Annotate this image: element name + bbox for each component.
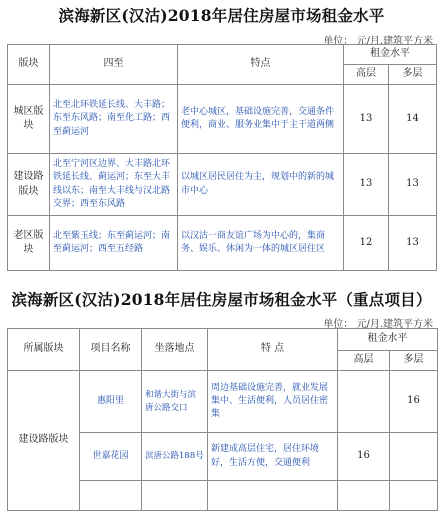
project-features: 周边基础设施完善，就业发展集中、生活便利，人员居住密集: [208, 371, 338, 433]
district-boundary: 北至宁河区边界、大丰路北环铁延长线、蓟运河；东至大丰线以东；南至大丰线与汉北路交界；西至东风路: [50, 154, 178, 216]
district-features: 以汉沽一商友谊广场为中心的，集商务、娱乐、休闲为一体的城区居住区: [178, 216, 344, 271]
rent-table-districts: [7, 44, 437, 271]
rent-table-key-projects: [7, 328, 438, 511]
table-row: [8, 85, 437, 154]
district-name: 建设路版块: [8, 154, 50, 216]
rent-multi-value: 13: [389, 154, 437, 216]
rent-high-value: 13: [344, 85, 389, 154]
project-location: 滨唐公路188号: [142, 433, 208, 481]
header-rent-level: 租金水平: [344, 45, 437, 65]
table-row: [8, 371, 438, 433]
table-row: [8, 216, 437, 271]
rent-multi-value: 13: [389, 216, 437, 271]
header-features: 特点: [178, 45, 344, 85]
header-project: 项目名称: [80, 329, 142, 371]
table1-unit: 单位： 元/月.建筑平方米: [323, 36, 433, 47]
project-location-cell: [142, 481, 208, 511]
rent-multi-value: 14: [389, 85, 437, 154]
rent-multi-value: [390, 433, 438, 481]
project-location: 和谐大街与滨唐公路交口: [142, 371, 208, 433]
header-features: 特 点: [208, 329, 338, 371]
district-features: 老中心城区，基础设施完善，交通条件便利，商业、服务业集中于主干道两侧: [178, 85, 344, 154]
header-high-rise: 高层: [338, 351, 390, 371]
table2-unit: 单位： 元/月.建筑平方米: [323, 319, 433, 330]
header-multi-storey: 多层: [389, 65, 437, 85]
header-multi-storey: 多层: [390, 351, 438, 371]
header-high-rise: 高层: [344, 65, 389, 85]
rent-high-value: [338, 371, 390, 433]
rent-high-value: 16: [338, 433, 390, 481]
district-features: 以城区居民居住为主，规划中的新的城市中心: [178, 154, 344, 216]
header-boundary: 四至: [50, 45, 178, 85]
district-name: 城区版块: [8, 85, 50, 154]
district-name: 老区版块: [8, 216, 50, 271]
header-district: 所属版块: [8, 329, 80, 371]
rent-high-value: 13: [344, 154, 389, 216]
project-features: 新建成高层住宅，居住环境好，生活方便，交通便利: [208, 433, 338, 481]
table-row: [8, 154, 437, 216]
project-name: 惠阳里: [80, 371, 142, 433]
table2-title: 滨海新区(汉沽)2018年居住房屋市场租金水平（重点项目）: [11, 290, 432, 309]
rent-high-cell: [338, 481, 390, 511]
table1-title: 滨海新区(汉沽)2018年居住房屋市场租金水平: [58, 6, 385, 25]
project-features-cell: [208, 481, 338, 511]
project-name: 世嘉花园: [80, 433, 142, 481]
project-name-cell: [80, 481, 142, 511]
header-rent-level: 租金水平: [338, 329, 438, 351]
header-location: 坐落地点: [142, 329, 208, 371]
header-district: 版块: [8, 45, 50, 85]
rent-high-value: 12: [344, 216, 389, 271]
rent-multi-value: 16: [390, 371, 438, 433]
rent-multi-cell: [390, 481, 438, 511]
district-boundary: 北至紫玉线；东至蓟运河；南至蓟运河；西至五经路: [50, 216, 178, 271]
project-district: 建设路版块: [8, 371, 80, 511]
district-boundary: 北至北环铁延长线、大丰路；东至东风路；南至化工路；西至蓟运河: [50, 85, 178, 154]
